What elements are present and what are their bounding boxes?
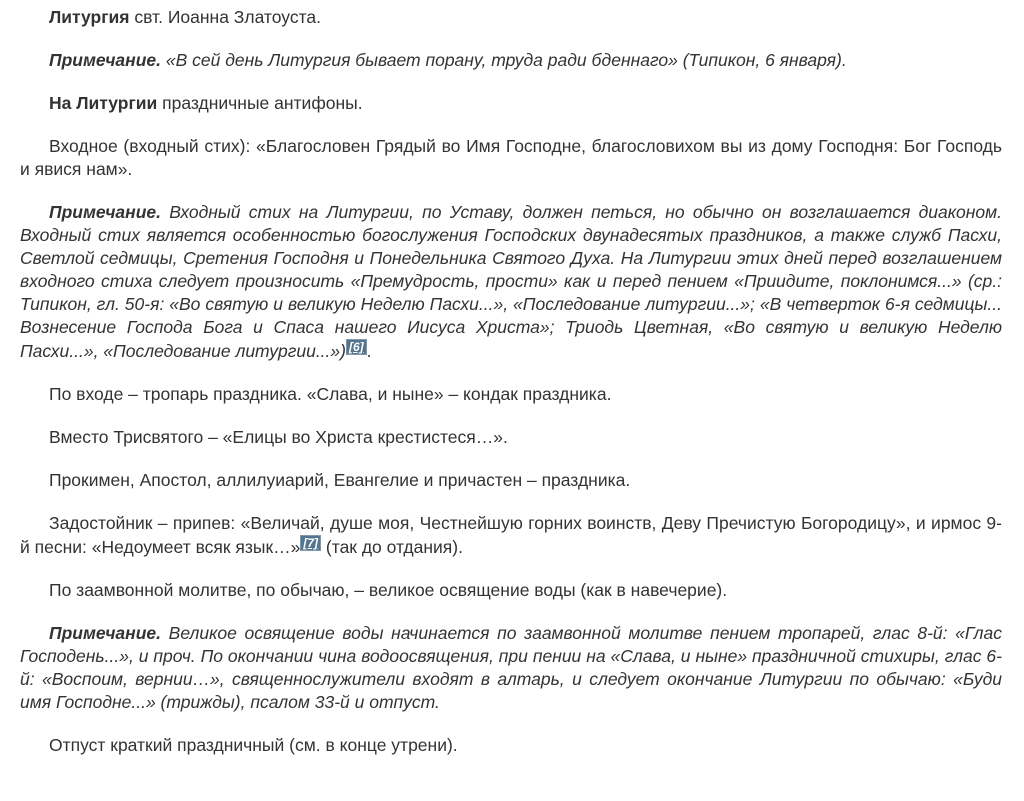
paragraph-text: Вместо Трисвятого – «Елицы во Христа крестистеся…». — [49, 427, 508, 447]
paragraph-text: Задостойник – припев: «Величай, душе моя, Честнейшую горних воинств, Деву Пречистую Богородицу», и ирмос 9-й песни: «Недоумеет всяк язык…» — [20, 513, 1002, 557]
paragraph-troparion — [20, 383, 1002, 406]
paragraph-text: Прокимен, Апостол, аллилуиарий, Евангелие и причастен – праздника. — [49, 470, 631, 490]
paragraph-text: По заамвонной молитве, по обычаю, – великое освящение воды (как в навечерие). — [49, 580, 728, 600]
note-paragraph — [20, 49, 1002, 72]
paragraph-prokeimenon — [20, 469, 1002, 492]
paragraph-text: свт. Иоанна Златоуста. — [129, 7, 321, 27]
bold-term: На Литургии — [49, 93, 158, 113]
note-text: Входный стих на Литургии, по Уставу, должен петься, но обычно он возглашается диаконом. Входный стих является особенностью богослужения Господских двунадесятых праздников, а также служб Пасхи, Светлой седмицы, Сретения Господня и Понедельника Святого Духа. На Литургии этих дней перед возглашением входного стиха следует произносить «Премудрость, прости» как и перед пением «Приидите, поклонимся...» (ср.: Типикон, гл. 50-я: «Во святую и великую Неделю Пасхи...», «Последование литургии...»; «В четверток 6-я седмицы... Вознесение Господа Бога и Спаса нашего Иисуса Христа»; Триодь Цветная, «Во святую и великую Неделю Пасхи...», «Последование литургии...») — [20, 202, 1002, 361]
note-paragraph — [20, 201, 1002, 363]
paragraph-text: праздничные антифоны. — [157, 93, 363, 113]
note-label: Примечание. — [49, 202, 161, 222]
paragraph-entrance-verse — [20, 135, 1002, 181]
paragraph-trisagion — [20, 426, 1002, 449]
footnote-link-6[interactable]: [6] — [346, 339, 367, 355]
note-paragraph — [20, 622, 1002, 714]
note-label: Примечание. — [49, 50, 161, 70]
paragraph-water-blessing — [20, 579, 1002, 602]
paragraph-text: Входное (входный стих): «Благословен Грядый во Имя Господне, благословихом вы из дому Господня: Бог Господь и явися нам». — [20, 136, 1002, 179]
footnote-link-7[interactable]: [7] — [300, 535, 321, 551]
paragraph-dismissal — [20, 734, 1002, 757]
note-label: Примечание. — [49, 623, 161, 643]
paragraph-zadostoynik — [20, 512, 1002, 559]
paragraph-liturgy — [20, 6, 1002, 29]
note-text: Великое освящение воды начинается по заамвонной молитве пением тропарей, глас 8-й: «Глас Господень...», и проч. По окончании чина водоосвящения, при пении на «Слава, и ныне» праздничной стихиры, глас 6-й: «Воспоим, вернии…», священнослужители входят в алтарь, и следует окончание Литургии по обычаю: «Буди имя Господне...» (трижды), псалом 33-й и отпуст. — [20, 623, 1002, 712]
paragraph-text: По входе – тропарь праздника. «Слава, и ныне» – кондак праздника. — [49, 384, 612, 404]
paragraph-tail: (так до отдания). — [321, 537, 463, 557]
paragraph-antiphons — [20, 92, 1002, 115]
bold-term: Литургия — [49, 7, 130, 27]
paragraph-tail: . — [366, 341, 372, 361]
note-text: «В сей день Литургия бывает порану, труда ради бденнаго» (Типикон, 6 января). — [161, 50, 847, 70]
paragraph-text: Отпуст краткий праздничный (см. в конце утрени). — [49, 735, 458, 755]
